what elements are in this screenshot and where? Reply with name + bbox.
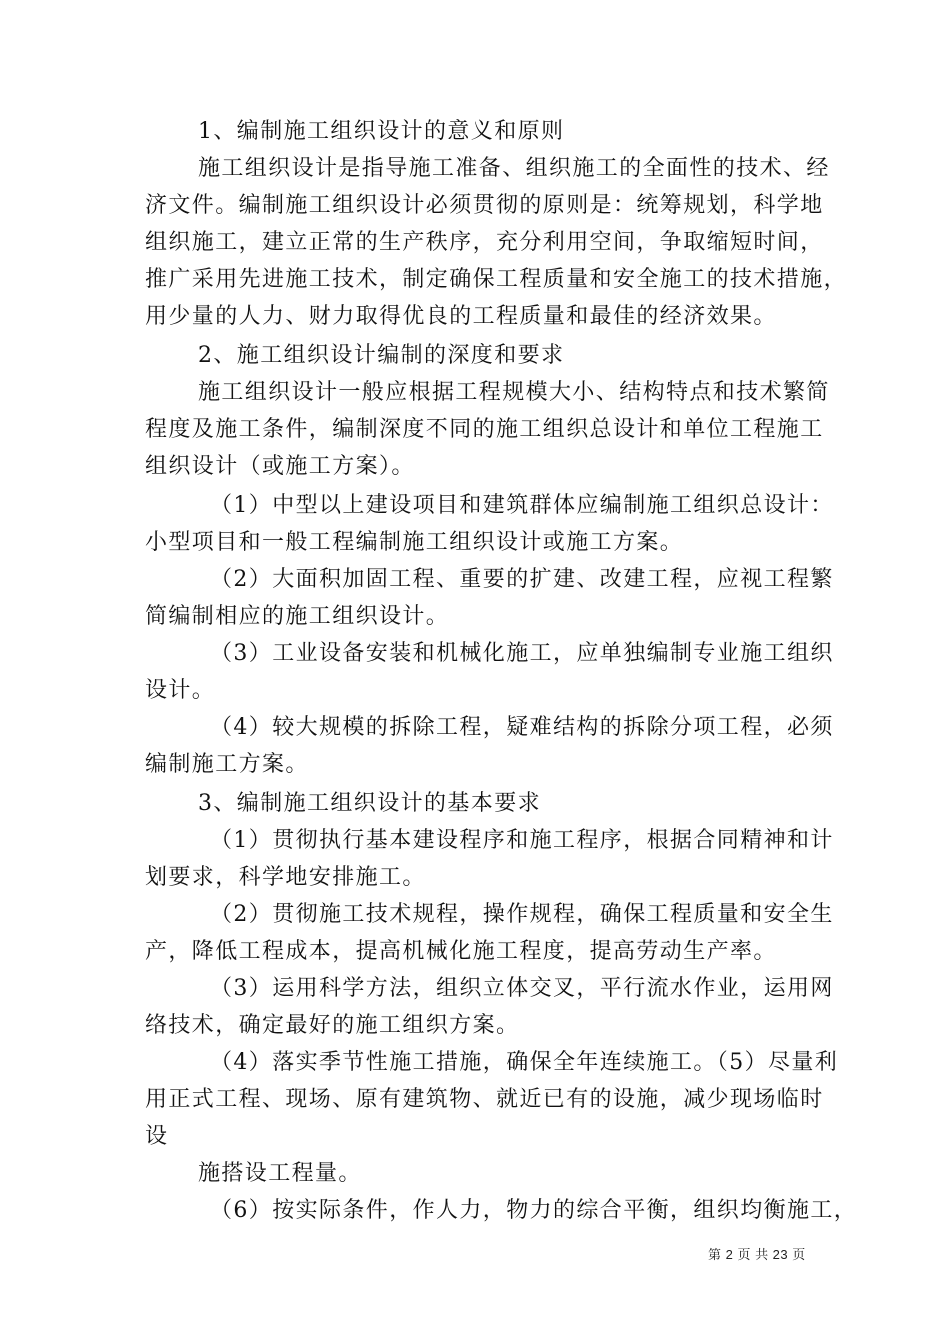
text-line: （3）工业设备安装和机械化施工，应单独编制专业施工组织 [210,641,834,666]
text-line: 编制施工方案。 [145,752,309,777]
text-line: （4）落实季节性施工措施，确保全年连续施工。（5）尽量利 [210,1050,839,1075]
text-line: 2、施工组织设计编制的深度和要求 [198,343,565,368]
text-line: 小型项目和一般工程编制施工组织设计或施工方案。 [145,530,684,555]
text-line: （2）大面积加固工程、重要的扩建、改建工程，应视工程繁 [210,567,834,592]
text-line: 济文件。编制施工组织设计必须贯彻的原则是：统筹规划，科学地 [145,193,824,218]
text-line: 组织设计（或施工方案）。 [145,454,415,479]
text-line: 络技术，确定最好的施工组织方案。 [145,1013,520,1038]
text-line: 设 [145,1124,169,1149]
text-line: 组织施工，建立正常的生产秩序，充分利用空间，争取缩短时间， [145,230,824,255]
text-line: （4）较大规模的拆除工程，疑难结构的拆除分项工程，必须 [210,715,834,740]
text-line: 推广采用先进施工技术，制定确保工程质量和安全施工的技术措施， [145,267,848,292]
text-line: 3、编制施工组织设计的基本要求 [198,791,541,816]
text-line: （1）贯彻执行基本建设程序和施工程序，根据合同精神和计 [210,828,834,853]
text-line: 施工组织设计是指导施工准备、组织施工的全面性的技术、经 [198,156,830,181]
text-line: 设计。 [145,678,216,703]
text-line: 1、编制施工组织设计的意义和原则 [198,119,565,144]
text-line: （3）运用科学方法，组织立体交叉，平行流水作业，运用网 [210,976,834,1001]
text-line: 施搭设工程量。 [198,1161,362,1186]
text-line: 施工组织设计一般应根据工程规模大小、结构特点和技术繁简 [198,380,830,405]
text-line: 用正式工程、现场、原有建筑物、就近已有的设施，减少现场临时 [145,1087,824,1112]
text-line: 用少量的人力、财力取得优良的工程质量和最佳的经济效果。 [145,304,777,329]
page-number-footer: 第 2 页 共 23 页 [708,1247,806,1262]
text-line: 划要求，科学地安排施工。 [145,865,426,890]
text-line: （1）中型以上建设项目和建筑群体应编制施工组织总设计： [210,493,834,518]
text-line: （2）贯彻施工技术规程，操作规程，确保工程质量和安全生 [210,902,834,927]
text-line: 产，降低工程成本，提高机械化施工程度，提高劳动生产率。 [145,939,777,964]
text-line: 简编制相应的施工组织设计。 [145,604,450,629]
text-line: （6）按实际条件，作人力，物力的综合平衡，组织均衡施工， [210,1198,858,1223]
text-line: 程度及施工条件，编制深度不同的施工组织总设计和单位工程施工 [145,417,824,442]
